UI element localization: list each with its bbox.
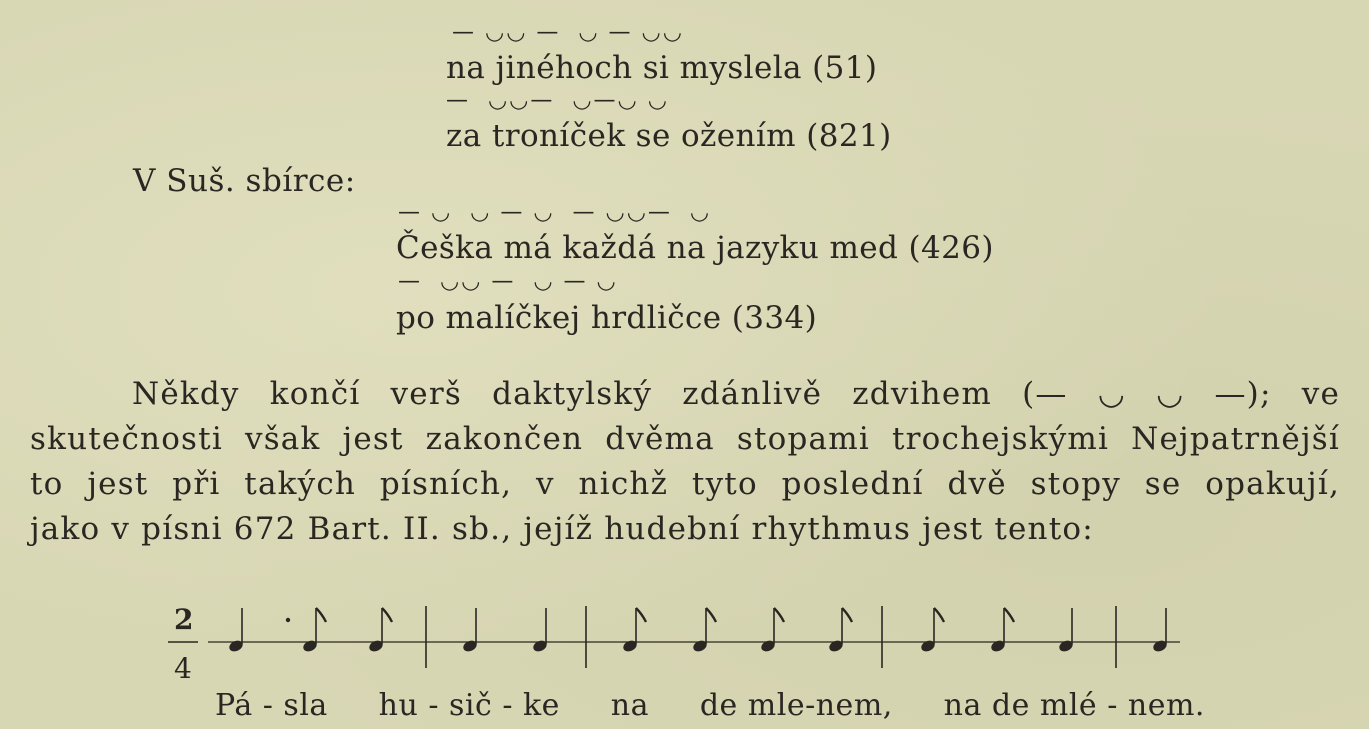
note-flag-9 [842, 608, 852, 622]
note-flag-11 [1004, 608, 1014, 622]
lyric-syllables-3: na [610, 688, 649, 723]
paragraph-line-3: to jest při takých písních, v nichž tyto poslední dvě stopy se opakují, [30, 466, 1340, 502]
verse-line-4: po malíčkej hrdličce (334) [396, 300, 818, 336]
verse-line-2: za troníček se ožením (821) [446, 118, 892, 154]
paragraph-line-2: skutečnosti však jest zakončen dvěma stopami trochejskými Nejpatrnější [30, 421, 1340, 457]
meter-line-3: — ◡ ◡ — ◡ — ◡◡— ◡ [398, 200, 712, 225]
song-lyrics [215, 688, 1205, 723]
lyric-syllables-1: Pá - sla [215, 688, 328, 723]
note-flag-10 [934, 608, 944, 622]
body-paragraph [30, 372, 1340, 552]
note-flag-3 [382, 608, 392, 622]
lyric-syllables-2: hu - sič - ke [378, 688, 560, 723]
paragraph-line-1: Někdy končí verš daktylský zdánlivě zdvihem (— ◡ ◡ —); ve [132, 376, 1340, 412]
time-signature-bottom: 4 [174, 652, 192, 685]
section-heading: V Suš. sbírce: [133, 163, 356, 199]
paragraph-line-4: jako v písni 672 Bart. II. sb., jejíž hudební rhythmus jest tento: [30, 511, 1094, 547]
meter-line-1: — ◡◡ — ◡ — ◡◡ [452, 20, 684, 45]
note-dot-1 [286, 618, 290, 622]
notes-group [208, 606, 1180, 668]
lyric-syllables-4: de mle-nem, [699, 688, 893, 723]
lyric-syllables-5: na de mlé - nem. [943, 688, 1205, 723]
rhythm-notation [160, 598, 1220, 688]
note-flag-8 [774, 608, 784, 622]
verse-line-1: na jinéhoch si myslela (51) [446, 50, 878, 86]
note-flag-2 [316, 608, 326, 622]
time-signature-top: 2 [174, 603, 194, 636]
verse-line-3: Češka má každá na jazyku med (426) [396, 230, 994, 266]
note-flag-7 [706, 608, 716, 622]
note-flag-6 [636, 608, 646, 622]
meter-line-4: — ◡◡ — ◡ — ◡ [398, 269, 618, 294]
meter-line-2: — ◡◡— ◡—◡ ◡ [446, 88, 669, 113]
